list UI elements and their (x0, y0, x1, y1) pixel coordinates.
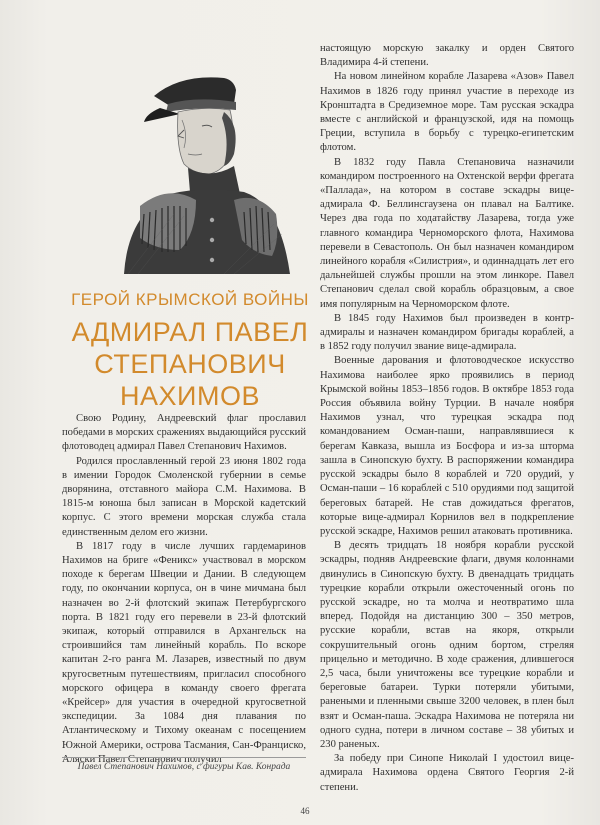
right-column (320, 42, 574, 795)
portrait-caption: Павел Степанович Нахимов, с фигуры Кав. Конрада (62, 757, 306, 772)
page-number: 46 (300, 806, 310, 816)
title-line: АДМИРАЛ ПАВЕЛ (71, 317, 309, 347)
paragraph: настоящую морскую закалку и орден Святого Владимира 4-й степени. (320, 43, 574, 69)
article-title (60, 316, 320, 412)
paragraph: В 1845 году Нахимов был произведен в контр-адмиралы и назначен командиром бригады кораблей, а в 1852 году получил звание вице-адмирала. (320, 312, 574, 353)
paragraph: В 1832 году Павла Степановича назначили командиром построенного на Охтенской верфи фрегата «Паллада», на котором в составе эскадры вице-адмирала Ф. Беллинсгаузена он плавал на Балтике. Через два года по ходатайству Лазарева, тогда уже главного командира Черноморского флота, Нахимова перевели в Севастополь. Он был назначен командиром линейного корабля «Силистрия», и одиннадцать лет его дальнейшей службы прошли на этом линкоре. Павел Степанович сделал свой корабль образцовым, а свое имя популярным на Черноморском флоте. (320, 156, 574, 310)
left-column (62, 412, 306, 767)
title-line: НАХИМОВ (120, 381, 260, 411)
paragraph: В 1817 году в числе лучших гардемаринов Нахимов на бриге «Феникс» участвовал в морском походе к берегам Швеции и Дании. В следующем году, по окончании корпуса, он в чине мичмана был назначен во 2-й флотский экипаж Петербургского порта. В 1821 году его перевели в 23-й флотский экипаж, который отправился в Архангельск на строившийся там линейный корабль. По вскоре капитан 2-го ранга М. Лазарев, известный по двум кругосветным путешествиям, пригласил способного морского офицера в команду своего фрегата «Крейсер» для участия в очередной кругосветной экспедиции. За 1084 дня плавания по Атлантическому и Тихому океанам с посещением Южной Америки, острова Тасмания, Сан-Франциско, Аляски Павел Степанович получил (62, 540, 306, 765)
paragraph: Военные дарования и флотоводческое искусство Нахимова наиболее ярко проявились в период Крымской войны 1853–1856 годов. В октябре 1853 года Россия объявила войну Турции. В начале ноября Нахимов узнал, что турецкая эскадра под командованием Осман-паши, направлявшиеся к берегам Кавказа, вышла из Босфора и из-за шторма зашла в Синопскую бухту. В распоряжении командира русской эскадры было 8 кораблей и 720 орудий, у Осман-паши – 16 кораблей с 510 орудиями под защитой береговых батарей. Не став дожидаться фрегатов, которые вице-адмирал Корнилов вел в подкрепление русской эскадре, Нахимов решил атаковать противника. (320, 355, 574, 537)
section-kicker: ГЕРОЙ КРЫМСКОЙ ВОЙНЫ (71, 290, 309, 309)
title-line: СТЕПАНОВИЧ (94, 349, 286, 379)
portrait-engraving (84, 44, 304, 274)
paragraph: На новом линейном корабле Лазарева «Азов» Павел Нахимов в 1826 году принял участие в переходе из Кронштадта в Средиземное море. Там русская эскадра вместе с английской и французской, идя на помощь Греции, вступила в борьбу с турецко-египетским флотом. (320, 71, 574, 154)
paragraph: Родился прославленный герой 23 июня 1802 года в имении Городок Смоленской губернии в семье дворянина, отставного майора С.М. Нахимова. В 1815-м юноша был записан в Морской кадетский корпус. С этого времени морская служба стала единственным делом его жизни. (62, 455, 306, 538)
paragraph: В десять тридцать 18 ноября корабли русской эскадры, подняв Андреевские флаги, двумя колоннами двинулись в Синопскую бухту. В двенадцать тридцать турецкие корабли открыли ожесточенный огонь по русской эскадре, но та молча и неотвратимо шла вперед. Подойдя на дистанцию 300 – 350 метров, русские корабли, встав на якоря, открыли сокрушительный огонь одним бортом, стреляя прицельно и методично. В ходе сражения, длившегося 2,5 часа, были уничтожены все турецкие корабли и береговые батареи. Турки потеряли убитыми, ранеными и пленными свыше 3200 человек, в плен был взят и Осман-паша. Эскадра Нахимова не потеряла ни одного судна, потери в личном составе – 38 убитых и 230 раненых. (320, 540, 574, 750)
paragraph: За победу при Синопе Николай I удостоил вице-адмирала Нахимова ордена Святого Георгия 2-й степени. (320, 753, 574, 793)
paragraph: Свою Родину, Андреевский флаг прославил победами в морских сражениях выдающийся русский флотоводец адмирал Павел Степанович Нахимов. (62, 413, 306, 453)
